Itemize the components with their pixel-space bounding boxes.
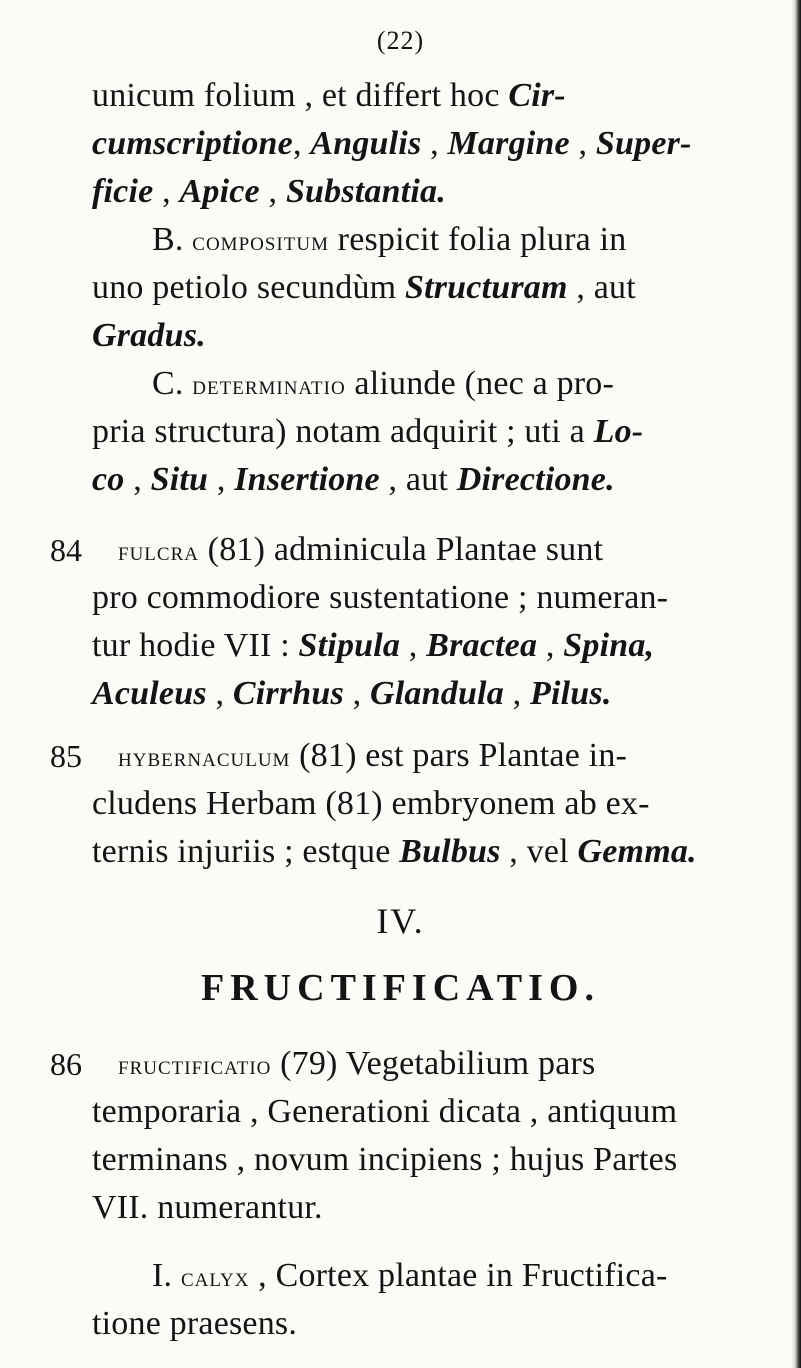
- italic-term: Margine: [447, 125, 570, 162]
- italic-term: Substantia.: [285, 173, 446, 210]
- page-number: (22): [376, 26, 425, 55]
- term-smallcaps: compositum: [192, 226, 329, 256]
- section-title: FRUCTIFICATIO.: [201, 967, 600, 1009]
- text-line: [152, 220, 626, 261]
- text-run: pria structura) notam adquirit ; uti a: [92, 413, 594, 450]
- item-letter: C.: [152, 365, 184, 402]
- text-run: , aut: [567, 269, 636, 306]
- text-line: [92, 1304, 297, 1344]
- text-run: (81) adminicula Plantae sunt: [198, 531, 604, 568]
- italic-term: Glandula: [370, 675, 504, 712]
- text-run: ,: [503, 675, 531, 712]
- text-run: ,: [400, 627, 427, 664]
- paragraph-number: 85: [50, 738, 82, 774]
- text-line: [92, 412, 643, 452]
- text-line: [152, 364, 614, 405]
- italic-term: Directione.: [456, 461, 615, 498]
- text-line: [118, 530, 603, 571]
- text-run: ,: [343, 675, 371, 712]
- italic-term: Structuram: [405, 269, 568, 306]
- text-line: [92, 1092, 677, 1132]
- text-run: temporaria , Generationi dicata , antiquum: [92, 1093, 678, 1130]
- italic-term: Angulis: [310, 125, 422, 162]
- text-run: ,: [124, 461, 151, 498]
- italic-term: Insertione: [234, 461, 380, 498]
- text-run: unicum folium , et differt hoc: [92, 77, 509, 114]
- text-run: tione praesens.: [92, 1305, 298, 1342]
- text-run: ,: [206, 675, 233, 712]
- text-line: [118, 1044, 595, 1085]
- text-line: [92, 76, 566, 116]
- italic-term: Lo-: [593, 413, 644, 450]
- text-run: terminans , novum incipiens ; hujus Partes: [92, 1141, 678, 1178]
- text-line: [92, 124, 692, 164]
- italic-term: Gemma.: [577, 833, 697, 870]
- page-edge-shadow: [791, 0, 801, 1368]
- text-line: [152, 1256, 668, 1297]
- text-run: ,: [292, 125, 311, 162]
- text-run: , vel: [500, 833, 578, 870]
- text-run: ternis injuriis ; estque: [92, 833, 400, 870]
- italic-term: Gradus.: [92, 317, 206, 354]
- italic-term: Apice: [179, 173, 260, 210]
- italic-term: cumscriptione: [92, 125, 293, 162]
- item-letter: I.: [152, 1257, 173, 1294]
- text-run: pro commodiore sustentatione ; numeran-: [92, 579, 669, 616]
- italic-term: Pilus.: [530, 675, 612, 712]
- paragraph-number: 84: [50, 532, 82, 568]
- text-run: ,: [569, 125, 596, 162]
- text-run: ,: [153, 173, 180, 210]
- text-run: (79) Vegetabilium pars: [271, 1045, 596, 1082]
- text-run: respicit folia plura in: [328, 221, 627, 258]
- italic-term: co: [92, 461, 125, 498]
- text-line: [92, 268, 636, 308]
- text-line: [92, 316, 206, 356]
- paragraph-number: 86: [50, 1046, 82, 1082]
- text-run: ,: [259, 173, 286, 210]
- text-line: [92, 578, 668, 618]
- italic-term: Super-: [595, 125, 692, 162]
- text-line: [92, 832, 697, 872]
- text-run: tur hodie VII :: [92, 627, 299, 664]
- text-line: [92, 460, 615, 500]
- text-run: , aut: [379, 461, 457, 498]
- text-line: [92, 784, 650, 824]
- text-run: ,: [537, 627, 564, 664]
- italic-term: Cirrhus: [232, 675, 344, 712]
- section-number: IV.: [376, 901, 425, 941]
- term-smallcaps: fructificatio: [118, 1050, 272, 1080]
- italic-term: Aculeus: [92, 675, 207, 712]
- text-run: aliunde (nec a pro-: [345, 365, 615, 402]
- italic-term: Situ: [150, 461, 209, 498]
- term-smallcaps: determinatio: [192, 370, 346, 400]
- text-line: [118, 736, 627, 777]
- text-run: ,: [421, 125, 448, 162]
- text-line: [92, 172, 446, 212]
- text-run: , Cortex plantae in Fructifica-: [249, 1257, 668, 1294]
- term-smallcaps: fulcra: [118, 536, 199, 566]
- text-run: uno petiolo secundùm: [92, 269, 405, 306]
- italic-term: Stipula: [298, 627, 401, 664]
- text-line: [92, 674, 612, 714]
- italic-term: Bulbus: [399, 833, 501, 870]
- text-line: [92, 1188, 323, 1228]
- term-smallcaps: hybernaculum: [118, 742, 291, 772]
- italic-term: Spina,: [563, 627, 655, 664]
- italic-term: ficie: [92, 173, 154, 210]
- italic-term: Bractea: [426, 627, 538, 664]
- text-run: VII. numerantur.: [92, 1189, 323, 1226]
- item-letter: B.: [152, 221, 184, 258]
- text-run: cludens Herbam (81) embryonem ab ex-: [92, 785, 650, 822]
- text-run: ,: [208, 461, 235, 498]
- text-line: [92, 1140, 677, 1180]
- term-smallcaps: calyx: [180, 1262, 250, 1292]
- text-line: [92, 626, 654, 666]
- italic-term: Cir-: [508, 77, 566, 114]
- text-run: (81) est pars Plantae in-: [290, 737, 628, 774]
